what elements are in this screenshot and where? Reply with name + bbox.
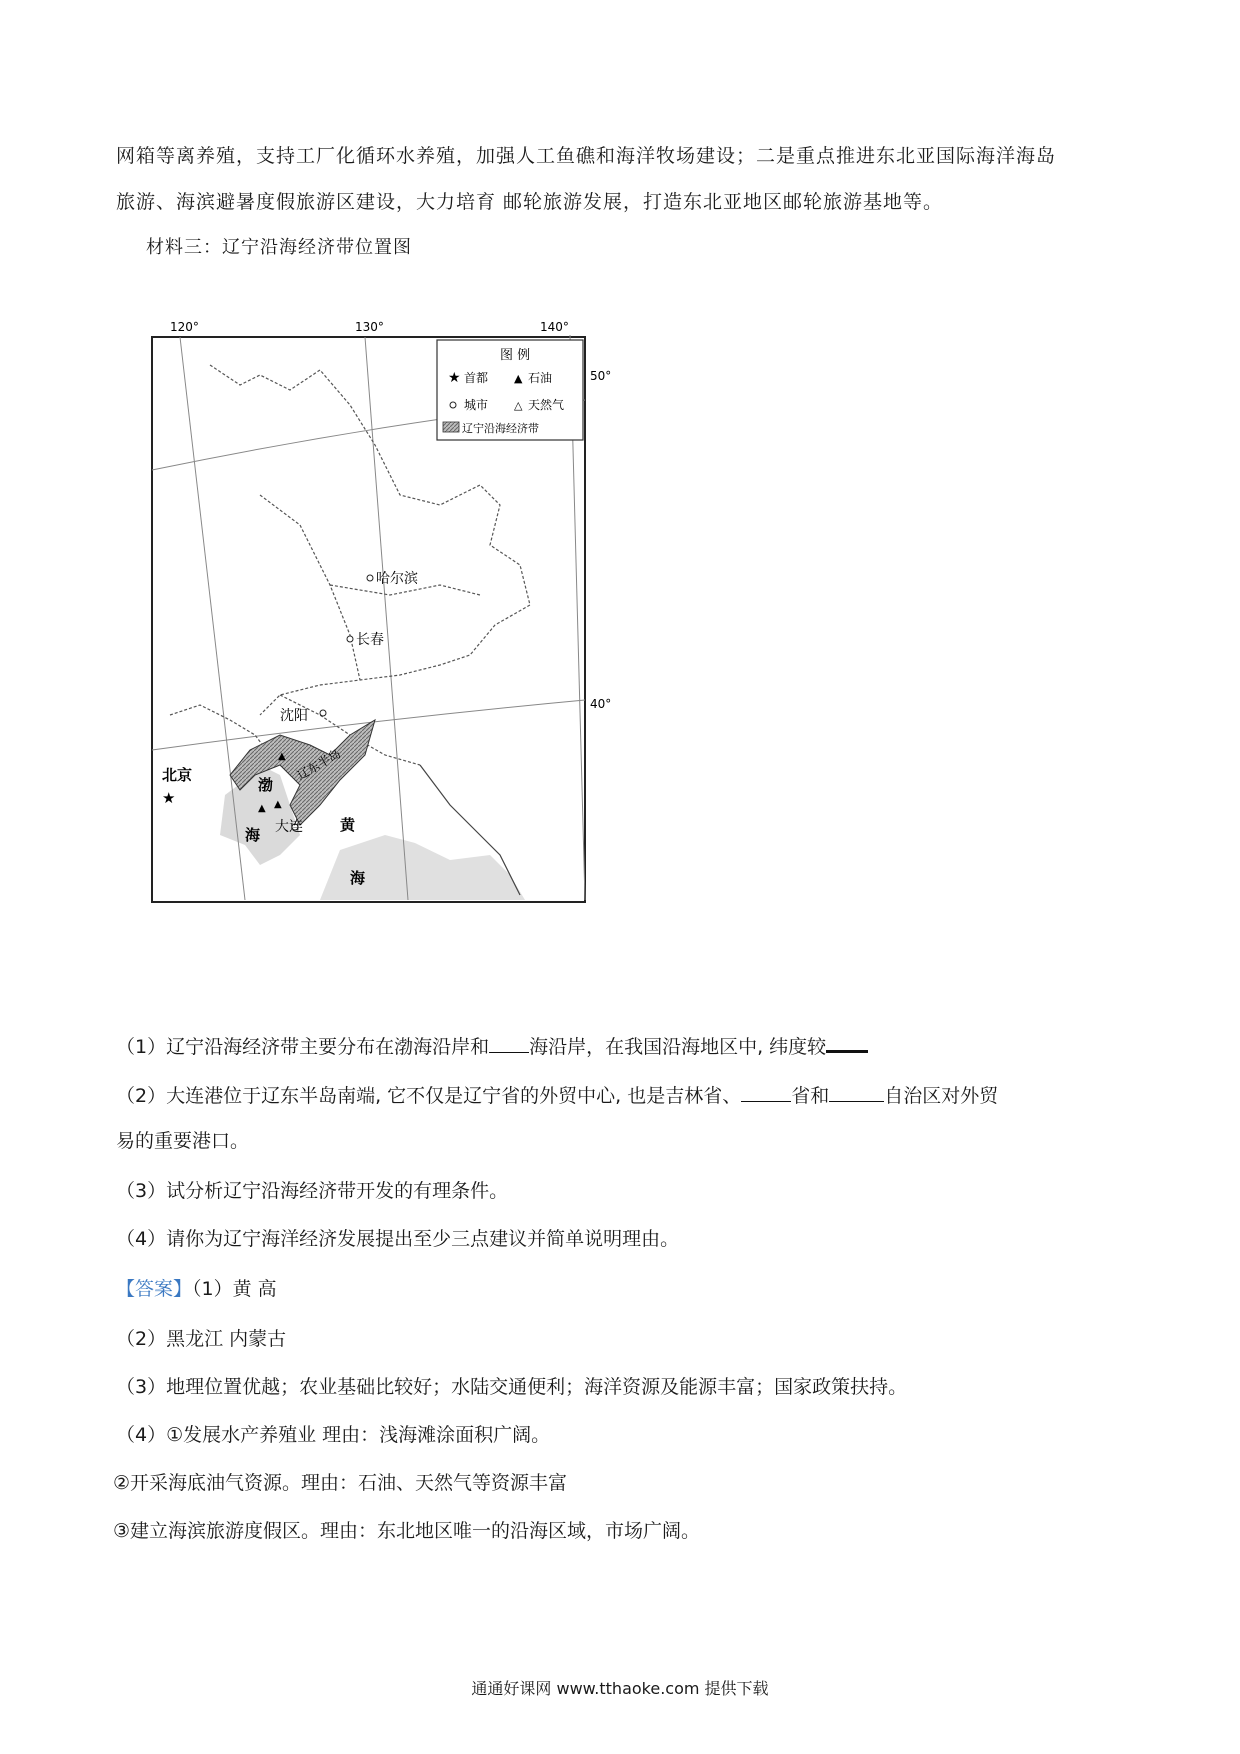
legend-city: 城市 xyxy=(464,398,489,412)
lon-label-120: 120° xyxy=(170,320,199,334)
question-2-cont: 易的重要港口。 xyxy=(116,1130,250,1152)
label-huang: 黄 xyxy=(340,816,356,834)
material-line-2: 旅游、海滨避暑度假旅游区建设，大力培育 邮轮旅游发展，打造东北亚地区邮轮旅游基地等。 xyxy=(116,191,944,213)
answer-4c: ③建立海滨旅游度假区。理由：东北地区唯一的沿海区域，市场广阔。 xyxy=(113,1520,701,1542)
answer-1-text: （1）黄 高 xyxy=(192,1278,277,1300)
legend-zone: 辽宁沿海经济带 xyxy=(462,422,539,435)
q2-part-b: 省和 xyxy=(791,1085,830,1107)
legend-oil: 石油 xyxy=(528,371,553,385)
page-footer: 通通好课网 www.tthaoke.com 提供下载 xyxy=(471,1679,769,1698)
q1-blank-2 xyxy=(826,1032,868,1053)
label-liaodong: 辽东半岛 xyxy=(294,746,344,783)
lat-label-40: 40° xyxy=(590,697,612,711)
zone-swatch xyxy=(443,422,459,432)
label-sea: 海 xyxy=(350,869,366,887)
q1-part-b: 海沿岸，在我国沿海地区中, 纬度较 xyxy=(529,1036,827,1058)
answer-1 xyxy=(116,1275,1124,1303)
q2-blank-1 xyxy=(741,1083,791,1102)
map-caption: 材料三：辽宁沿海经济带位置图 xyxy=(146,237,412,258)
city-beijing: 北京 xyxy=(162,766,193,784)
oil-marker-2: ▲ xyxy=(258,803,266,814)
capital-icon: ★ xyxy=(448,370,461,386)
question-3: （3）试分析辽宁沿海经济带开发的有理条件。 xyxy=(116,1180,509,1202)
q1-blank-1 xyxy=(489,1034,529,1053)
q2-part-a: （2）大连港位于辽东半岛南端, 它不仅是辽宁省的外贸中心, 也是吉林省、 xyxy=(116,1085,742,1107)
beijing-star: ★ xyxy=(162,789,176,807)
answer-4: （4）①发展水产养殖业 理由：浅海滩涂面积广阔。 xyxy=(116,1424,551,1446)
oil-marker-3: ▲ xyxy=(274,799,282,810)
label-bo: 渤 xyxy=(258,776,274,794)
answer-3: （3）地理位置优越；农业基础比较好；水陆交通便利；海洋资源及能源丰富；国家政策扶持。 xyxy=(116,1376,908,1398)
q2-part-c: 自治区对外贸 xyxy=(884,1085,999,1107)
city-dalian: 大连 xyxy=(275,819,303,835)
material-line-1: 网箱等离养殖，支持工厂化循环水养殖，加强人工鱼礁和海洋牧场建设；二是重点推进东北亚国际海洋海岛 xyxy=(116,145,1057,167)
question-2 xyxy=(116,1082,1124,1110)
gas-icon: △ xyxy=(514,399,523,412)
oil-marker-1: ▲ xyxy=(278,751,286,762)
lon-label-140: 140° xyxy=(540,320,569,334)
lat-label-50: 50° xyxy=(590,369,612,383)
question-1 xyxy=(116,1032,1124,1061)
legend-title: 图 例 xyxy=(500,348,531,363)
city-icon xyxy=(450,402,456,408)
oil-icon: ▲ xyxy=(514,372,523,385)
legend-capital: 首都 xyxy=(464,371,489,385)
answer-2: （2）黑龙江 内蒙古 xyxy=(116,1328,287,1350)
city-harbin: 哈尔滨 xyxy=(376,571,418,587)
answer-4b: ②开采海底油气资源。理由：石油、天然气等资源丰富 xyxy=(113,1472,568,1494)
label-hai: 海 xyxy=(245,826,261,844)
answer-tag: 【答案】 xyxy=(116,1278,193,1300)
question-4: （4）请你为辽宁海洋经济发展提出至少三点建议并简单说明理由。 xyxy=(116,1228,680,1250)
lon-label-130: 130° xyxy=(355,320,384,334)
city-shenyang: 沈阳 xyxy=(280,708,308,724)
liaoning-coastal-map xyxy=(150,320,660,1015)
changchun-dot xyxy=(347,636,353,642)
city-changchun: 长春 xyxy=(356,632,384,648)
shenyang-dot xyxy=(320,710,326,716)
q1-part-a: （1）辽宁沿海经济带主要分布在渤海沿岸和 xyxy=(116,1036,490,1058)
harbin-dot xyxy=(367,575,373,581)
q2-blank-2 xyxy=(829,1083,884,1102)
legend-gas: 天然气 xyxy=(528,398,565,412)
